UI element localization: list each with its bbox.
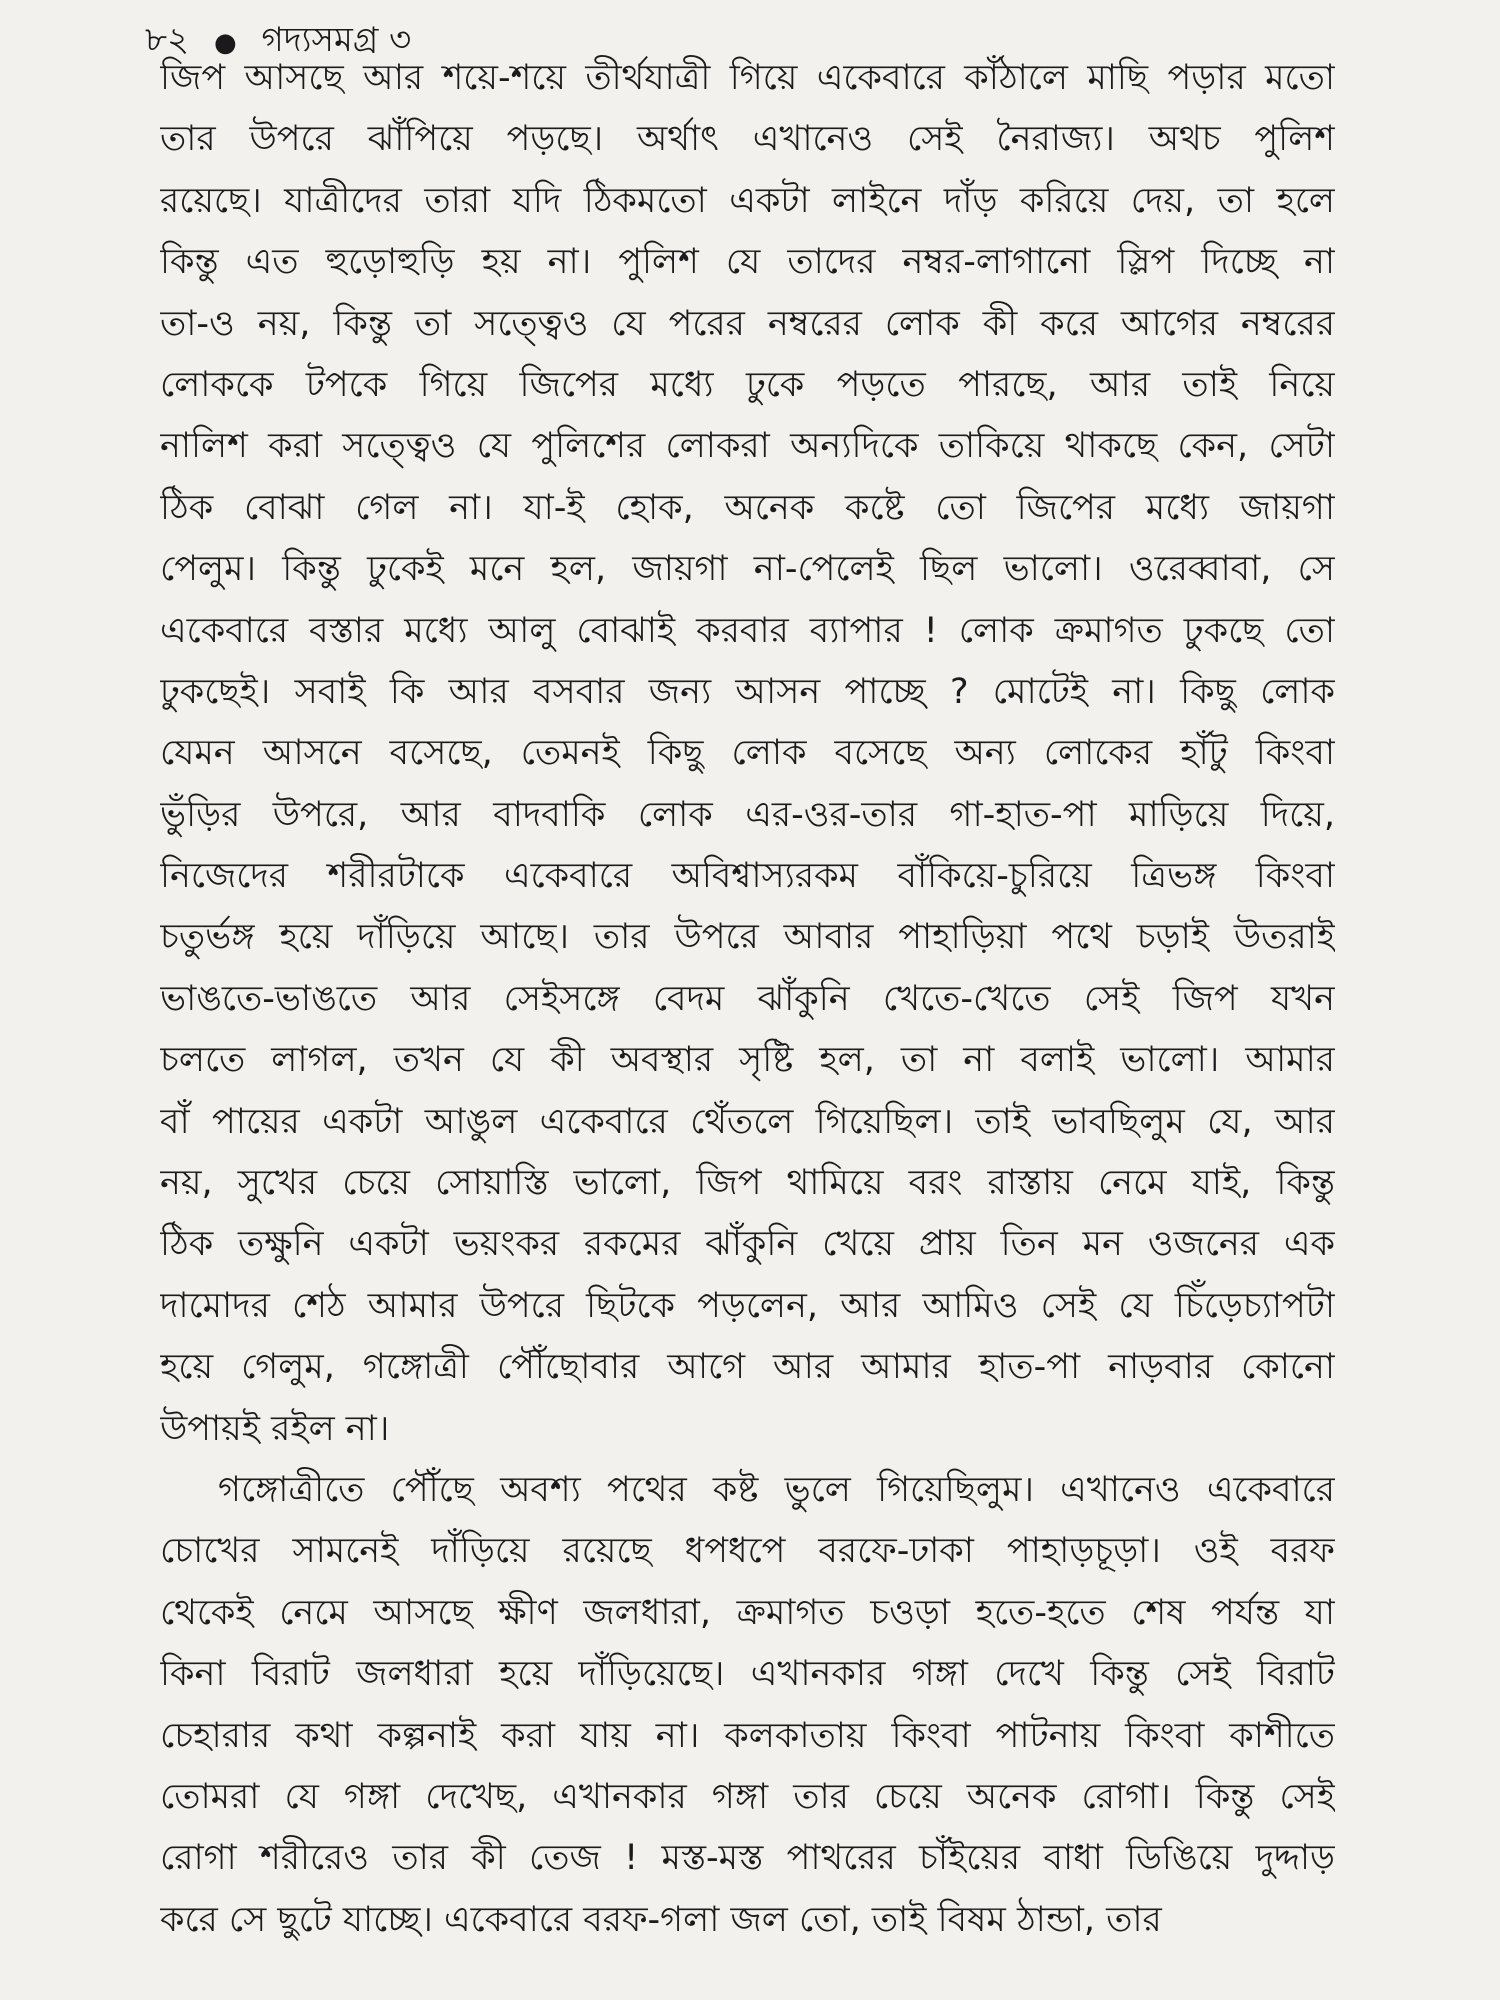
- page-number: ৮২: [145, 20, 190, 60]
- text-line: ঠিক বোঝা গেল না। যা-ই হোক, অনেক কষ্টে তো জিপের মধ্যে জায়গা: [160, 487, 1335, 528]
- text-line: ঢুকছেই। সবাই কি আর বসবার জন্য আসন পাচ্ছে ? মোটেই না। কিছু লোক: [160, 671, 1335, 712]
- text-line: চতুর্ভঙ্গ হয়ে দাঁড়িয়ে আছে। তার উপরে আবার পাহাড়িয়া পথে চড়াই উতরাই: [160, 917, 1335, 958]
- text-line: ভাঙতে-ভাঙতে আর সেইসঙ্গে বেদম ঝাঁকুনি খেতে-খেতে সেই জিপ যখন: [160, 978, 1335, 1019]
- text-line: ভুঁড়ির উপরে, আর বাদবাকি লোক এর-ওর-তার গা-হাত-পা মাড়িয়ে দিয়ে,: [160, 794, 1335, 835]
- text-line: দামোদর শেঠ আমার উপরে ছিটকে পড়লেন, আর আমিও সেই যে চিঁড়েচ্যাপটা: [160, 1285, 1335, 1326]
- header-bullet: ●: [213, 28, 237, 58]
- text-line: হয়ে গেলুম, গঙ্গোত্রী পৌঁছোবার আগে আর আমার হাত-পা নাড়বার কোনো: [160, 1347, 1335, 1388]
- text-line: পেলুম। কিন্তু ঢুকেই মনে হল, জায়গা না-পেলেই ছিল ভালো। ওরেব্বাবা, সে: [160, 549, 1335, 590]
- page-body-text: [160, 48, 1335, 1993]
- text-line: যেমন আসনে বসেছে, তেমনই কিছু লোক বসেছে অন্য লোকের হাঁটু কিংবা: [160, 733, 1335, 774]
- text-line: নিজেদের শরীরটাকে একেবারে অবিশ্বাস্যরকম বাঁকিয়ে-চুরিয়ে ত্রিভঙ্গ কিংবা: [160, 856, 1335, 897]
- text-line: উপায়ই রইল না।: [160, 1408, 390, 1449]
- text-line: করে সে ছুটে যাচ্ছে। একেবারে বরফ-গলা জল তো, তাই বিষম ঠান্ডা, তার: [160, 1899, 1162, 1940]
- text-line: রোগা শরীরেও তার কী তেজ ! মস্ত-মস্ত পাথরের চাঁইয়ের বাধা ডিঙিয়ে দুদ্দাড়: [160, 1838, 1335, 1879]
- text-line: তার উপরে ঝাঁপিয়ে পড়ছে। অর্থাৎ এখানেও সেই নৈরাজ্য। অথচ পুলিশ: [160, 119, 1335, 160]
- text-line: ঠিক তক্ষুনি একটা ভয়ংকর রকমের ঝাঁকুনি খেয়ে প্রায় তিন মন ওজনের এক: [160, 1224, 1335, 1265]
- text-line: একেবারে বস্তার মধ্যে আলু বোঝাই করবার ব্যাপার ! লোক ক্রমাগত ঢুকছে তো: [160, 610, 1335, 651]
- text-line: চোখের সামনেই দাঁড়িয়ে রয়েছে ধপধপে বরফে-ঢাকা পাহাড়চূড়া। ওই বরফ: [160, 1531, 1335, 1572]
- text-line: কিনা বিরাট জলধারা হয়ে দাঁড়িয়েছে। এখানকার গঙ্গা দেখে কিন্তু সেই বিরাট: [160, 1654, 1335, 1695]
- text-line: চেহারার কথা কল্পনাই করা যায় না। কলকাতায় কিংবা পাটনায় কিংবা কাশীতে: [160, 1715, 1335, 1756]
- text-line: চলতে লাগল, তখন যে কী অবস্থার সৃষ্টি হল, তা না বলাই ভালো। আমার: [160, 1040, 1335, 1081]
- text-line: তোমরা যে গঙ্গা দেখেছ, এখানকার গঙ্গা তার চেয়ে অনেক রোগা। কিন্তু সেই: [160, 1776, 1335, 1817]
- book-title: গদ্যসমগ্র ৩: [261, 20, 412, 60]
- text-line: রয়েছে। যাত্রীদের তারা যদি ঠিকমতো একটা লাইনে দাঁড় করিয়ে দেয়, তা হলে: [160, 180, 1335, 221]
- text-line: নালিশ করা সত্ত্বেও যে পুলিশের লোকরা অন্যদিকে তাকিয়ে থাকছে কেন, সেটা: [160, 426, 1335, 467]
- text-line: বাঁ পায়ের একটা আঙুল একেবারে থেঁতলে গিয়েছিল। তাই ভাবছিলুম যে, আর: [160, 1101, 1335, 1142]
- text-line: গঙ্গোত্রীতে পৌঁছে অবশ্য পথের কষ্ট ভুলে গিয়েছিলুম। এখানেও একেবারে: [218, 1469, 1335, 1510]
- text-line: নয়, সুখের চেয়ে সোয়াস্তি ভালো, জিপ থামিয়ে বরং রাস্তায় নেমে যাই, কিন্তু: [160, 1163, 1335, 1204]
- text-line: তা-ও নয়, কিন্তু তা সত্ত্বেও যে পরের নম্বরের লোক কী করে আগের নম্বরের: [160, 303, 1335, 344]
- text-line: থেকেই নেমে আসছে ক্ষীণ জলধারা, ক্রমাগত চওড়া হতে-হতে শেষ পর্যন্ত যা: [160, 1592, 1335, 1633]
- text-line: কিন্তু এত হুড়োহুড়ি হয় না। পুলিশ যে তাদের নম্বর-লাগানো স্লিপ দিচ্ছে না: [160, 242, 1335, 283]
- text-line: লোককে টপকে গিয়ে জিপের মধ্যে ঢুকে পড়তে পারছে, আর তাই নিয়ে: [160, 364, 1335, 405]
- text-line: জিপ আসছে আর শয়ে-শয়ে তীর্থযাত্রী গিয়ে একেবারে কাঁঠালে মাছি পড়ার মতো: [160, 58, 1335, 98]
